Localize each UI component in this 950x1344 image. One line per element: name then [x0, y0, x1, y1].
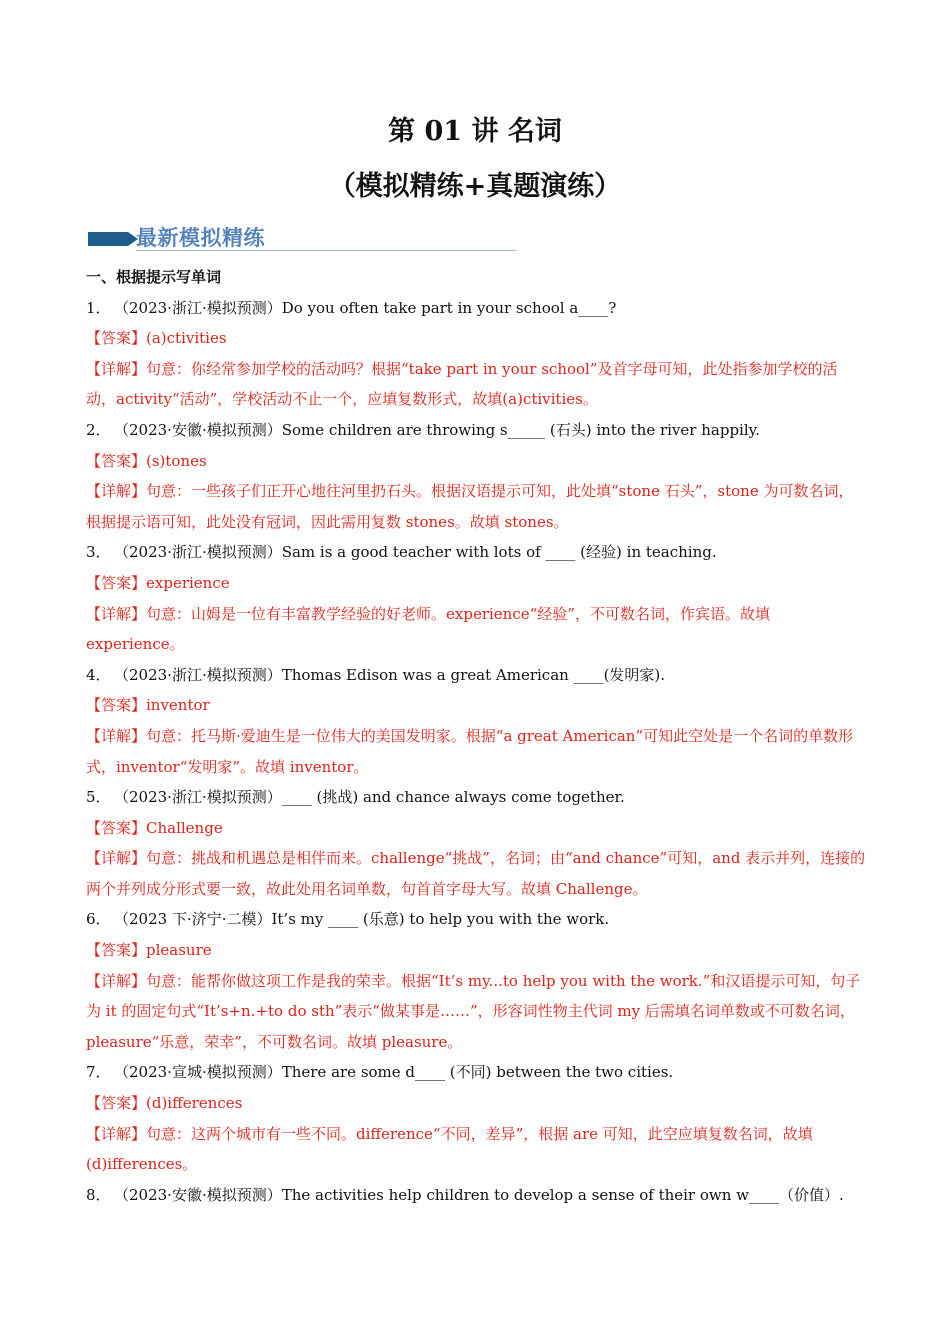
- question-text: （2023·宣城·模拟预测）There are some d____ (不同) between the two cities.: [114, 1063, 674, 1082]
- question-text: （2023·安徽·模拟预测）The activities help children to develop a sense of their own w____（价值）.: [114, 1185, 844, 1204]
- exercise-content: [86, 262, 866, 1210]
- answer-line: 【答案】pleasure: [86, 941, 212, 960]
- document-title: 第 01 讲 名词: [388, 116, 562, 147]
- question-block-5: [86, 782, 866, 904]
- question-number: 3．: [86, 543, 111, 562]
- question-line: [86, 537, 866, 568]
- question-number: 4．: [86, 665, 111, 684]
- question-block-4: [86, 660, 866, 782]
- question-text: （2023·浙江·模拟预测）Thomas Edison was a great American ____(发明家).: [114, 665, 666, 684]
- question-line: [86, 660, 866, 691]
- banner-bar-decoration: [88, 232, 128, 246]
- question-block-1: [86, 293, 866, 415]
- question-text: （2023·浙江·模拟预测）____ (挑战) and chance always come together.: [114, 788, 625, 807]
- answer-line: 【答案】(a)ctivities: [86, 329, 227, 348]
- section-banner: [88, 224, 516, 254]
- answer-line: 【答案】Challenge: [86, 818, 223, 837]
- detail-paragraph: 【详解】句意：山姆是一位有丰富教学经验的好老师。experience“经验”，不可数名词，作宾语。故填 experience。: [86, 604, 770, 654]
- question-block-6: [86, 904, 866, 1057]
- question-number: 7．: [86, 1063, 111, 1082]
- question-block-2: [86, 415, 866, 537]
- question-block-7: [86, 1057, 866, 1179]
- question-text: （2023·安徽·模拟预测）Some children are throwing s_____ (石头) into the river happily.: [114, 420, 760, 439]
- question-line: [86, 1180, 866, 1211]
- answer-line: 【答案】(d)ifferences: [86, 1094, 243, 1113]
- question-text: （2023·浙江·模拟预测）Sam is a good teacher with lots of ____ (经验) in teaching.: [114, 543, 717, 562]
- question-line: [86, 1057, 866, 1088]
- answer-line: 【答案】(s)tones: [86, 451, 207, 470]
- question-line: [86, 415, 866, 446]
- question-number: 8．: [86, 1185, 111, 1204]
- banner-underline: [136, 250, 516, 251]
- detail-paragraph: 【详解】句意：托马斯·爱迪生是一位伟大的美国发明家。根据“a great American”可知此空处是一个名词的单数形式，inventor“发明家”。故填 inventor。: [86, 726, 854, 776]
- banner-title: 最新模拟精练: [136, 226, 265, 250]
- question-number: 2．: [86, 420, 111, 439]
- question-line: [86, 782, 866, 813]
- detail-paragraph: 【详解】句意：你经常参加学校的活动吗？根据“take part in your school”及首字母可知，此处指参加学校的活动，activity“活动”，学校活动不止一个，应填复数形式，故填(a)ctivities。: [86, 359, 838, 409]
- question-block-8: [86, 1180, 866, 1211]
- question-block-3: [86, 537, 866, 659]
- question-number: 5．: [86, 788, 111, 807]
- detail-paragraph: 【详解】句意：这两个城市有一些不同。difference“不同，差异”，根据 are 可知，此空应填复数名词，故填(d)ifferences。: [86, 1124, 813, 1174]
- answer-line: 【答案】inventor: [86, 696, 210, 715]
- section-heading: 一、根据提示写单词: [86, 268, 222, 286]
- detail-paragraph: 【详解】句意：挑战和机遇总是相伴而来。challenge“挑战”，名词；由“and chance”可知，and 表示并列，连接的两个并列成分形式要一致，故此处用名词单数，句首首字母大写。故填 Challenge。: [86, 849, 866, 898]
- document-subtitle: （模拟精练+真题演练）: [328, 171, 622, 202]
- question-line: [86, 293, 866, 324]
- question-number: 6．: [86, 910, 111, 929]
- question-text: （2023 下·济宁·二模）It’s my ____ (乐意) to help you with the work.: [114, 910, 610, 929]
- question-text: （2023·浙江·模拟预测）Do you often take part in your school a____?: [114, 298, 617, 317]
- detail-paragraph: 【详解】句意：一些孩子们正开心地往河里扔石头。根据汉语提示可知，此处填“stone 石头”，stone 为可数名词，根据提示语可知，此处没有冠词，因此需用复数 stones。故填 stones。: [86, 482, 854, 531]
- question-line: [86, 904, 866, 935]
- detail-paragraph: 【详解】句意：能帮你做这项工作是我的荣幸。根据“It’s my...to help you with the work.”和汉语提示可知，句子为 it 的固定句式“It’s+n.+to do sth”表示“做某事是……”，形容词性物主代词 my 后需填名词单数或不可数名词，pleasure“乐意，荣幸”，不可数名词。故填 pleasure。: [86, 971, 861, 1051]
- answer-line: 【答案】experience: [86, 573, 230, 592]
- question-number: 1．: [86, 298, 111, 317]
